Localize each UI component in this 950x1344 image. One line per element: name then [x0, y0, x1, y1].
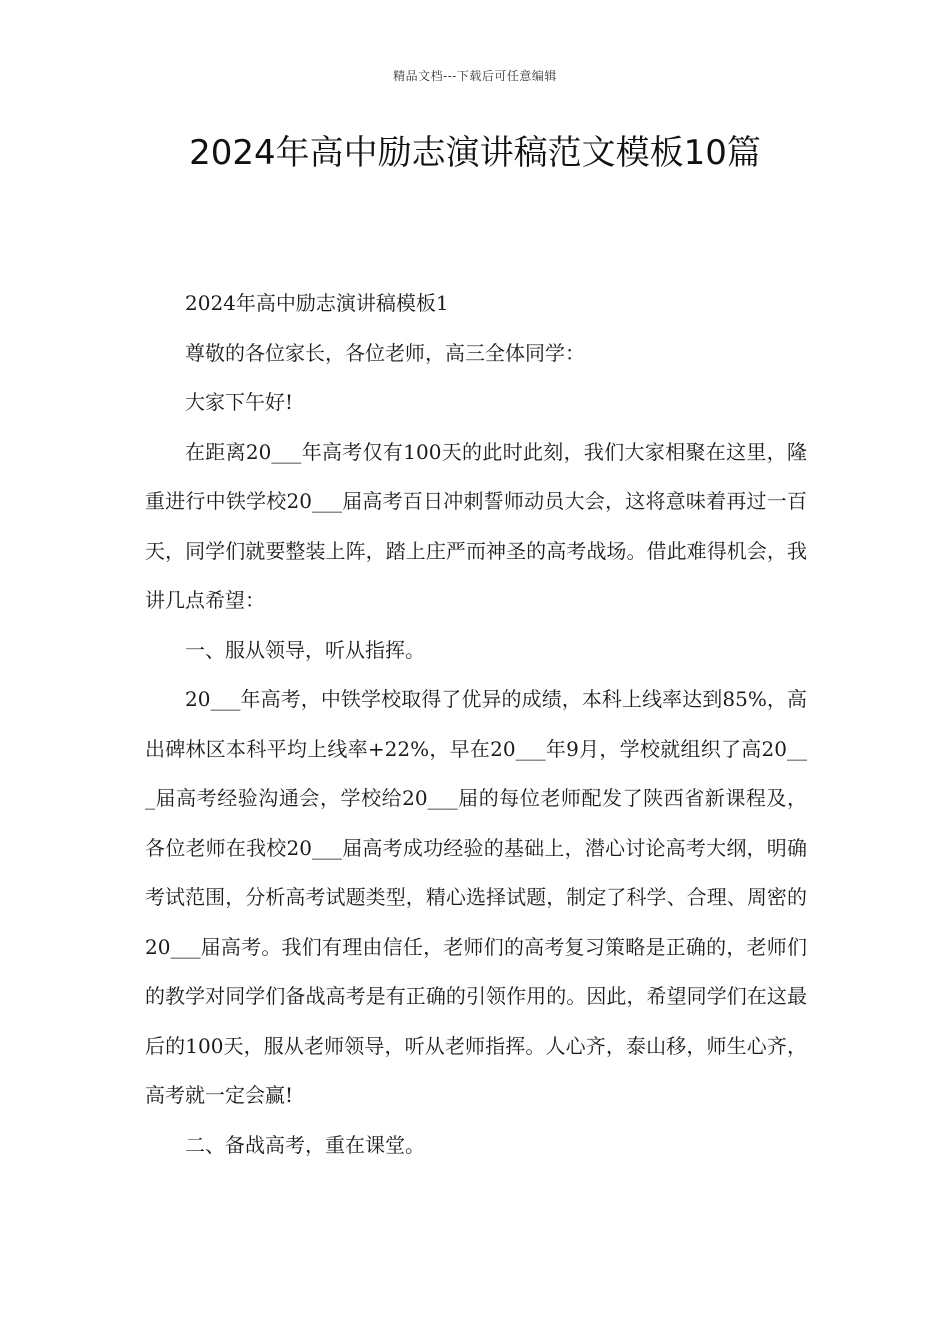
section-heading: 2024年高中励志演讲稿模板1 [185, 291, 449, 315]
document-title: 2024年高中励志演讲稿范文模板10篇 [189, 133, 761, 173]
body-paragraph: 20___年高考，中铁学校取得了优异的成绩，本科上线率达到85%，高出碑林区本科平均上线率+22%，早在20___年9月，学校就组织了高20___届高考经验沟通会，学校给20___届的每位老师配发了陕西省新课程及，各位老师在我校20___届高考成功经验的基础上，潜心讨论高考大纲，明确考试范围，分析高考试题类型，精心选择试题，制定了科学、合理、周密的20___届高考。我们有理由信任，老师们的高考复习策略是正确的，老师们的教学对同学们备战高考是有正确的引领作用的。因此，希望同学们在这最后的100天，服从老师领导，听从老师指挥。人心齐，泰山移，师生心齐，高考就一定会赢! [145, 687, 807, 1107]
point-heading: 二、备战高考，重在课堂。 [185, 1132, 425, 1157]
salutation: 尊敬的各位家长，各位老师，高三全体同学： [185, 340, 585, 365]
greeting: 大家下午好! [185, 390, 294, 414]
body-paragraph: 在距离20___年高考仅有100天的此时此刻，我们大家相聚在这里，隆重进行中铁学校20___届高考百日冲刺誓师动员大会，这将意味着再过一百天，同学们就要整装上阵，踏上庄严而神圣的高考战场。借此难得机会，我讲几点希望： [145, 439, 807, 612]
document-body [145, 279, 807, 1170]
point-heading: 一、服从领导，听从指挥。 [185, 637, 425, 662]
header-note: 精品文档---下载后可任意编辑 [393, 69, 557, 83]
